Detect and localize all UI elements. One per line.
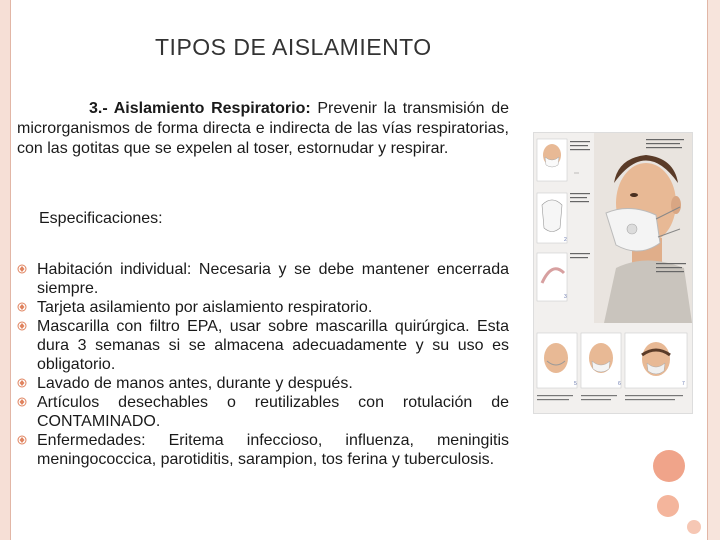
- diamond-bullet-icon: [17, 302, 27, 312]
- svg-text:5: 5: [574, 381, 577, 387]
- decor-circle-large: [653, 450, 685, 482]
- diamond-bullet-icon: [17, 321, 27, 331]
- decor-circle-medium: [657, 495, 679, 517]
- intro-text: Prevenir la transmisión de microrganismos de forma directa e indirecta de las vías respiratorias, con las gotitas que se expelen al toser, estornudar y respirar.: [17, 100, 509, 157]
- specifications-list: [17, 260, 509, 469]
- list-item: Mascarilla con filtro EPA, usar sobre mascarilla quirúrgica. Esta dura 3 semanas si se almacena adecuadamente y su uso es obligatorio.: [17, 317, 509, 374]
- list-item: Enfermedades: Eritema infeccioso, influenza, meningitis meningococcica, parotiditis, sarampion, tos ferina y tuberculosis.: [17, 431, 509, 469]
- svg-text:2: 2: [564, 237, 567, 243]
- slide-frame-right-line: [707, 0, 708, 540]
- svg-text:7: 7: [682, 381, 685, 387]
- slide-title: TIPOS DE AISLAMIENTO: [155, 34, 432, 60]
- diamond-bullet-icon: [17, 378, 27, 388]
- list-item: Tarjeta asilamiento por aislamiento respiratorio.: [17, 298, 509, 317]
- svg-text:3: 3: [564, 294, 567, 300]
- respirator-diagram: [534, 133, 692, 413]
- list-item: Lavado de manos antes, durante y después.: [17, 374, 509, 393]
- svg-text:6: 6: [618, 381, 621, 387]
- slide-frame-right: [708, 0, 720, 540]
- slide-frame-left: [0, 0, 10, 540]
- list-item: Habitación individual: Necesaria y se debe mantener encerrada siempre.: [17, 260, 509, 298]
- diamond-bullet-icon: [17, 397, 27, 407]
- intro-paragraph: [17, 99, 509, 159]
- specifications-label: Especificaciones:: [39, 210, 163, 227]
- decor-circle-small: [687, 520, 701, 534]
- respirator-illustration: [533, 132, 693, 414]
- list-item: Artículos desechables o reutilizables con rotulación de CONTAMINADO.: [17, 393, 509, 431]
- slide-frame-left-line: [10, 0, 11, 540]
- diamond-bullet-icon: [17, 264, 27, 274]
- diamond-bullet-icon: [17, 435, 27, 445]
- intro-lead: 3.- Aislamiento Respiratorio:: [89, 100, 311, 117]
